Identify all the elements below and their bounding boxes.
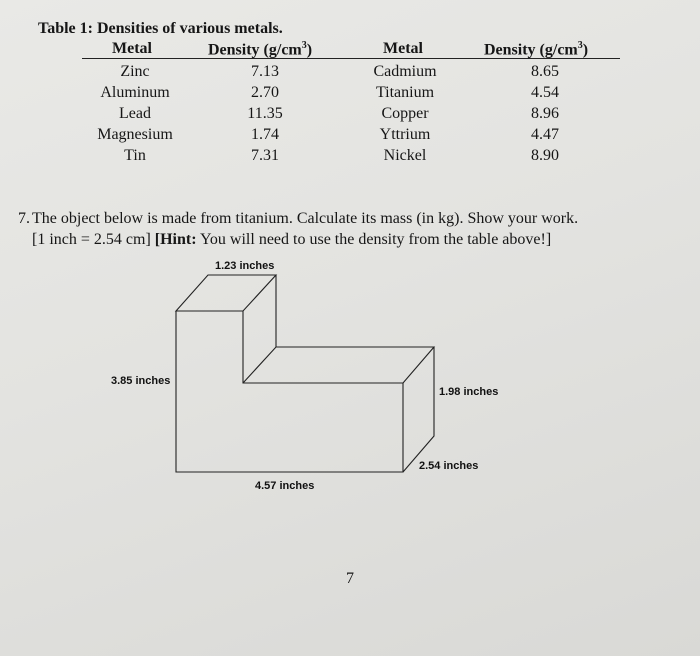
dimension-step-height: 1.98 inches: [439, 386, 499, 398]
table-cell: Copper: [381, 105, 429, 122]
header-metal-left: Metal: [112, 40, 152, 57]
table-cell: Yttrium: [379, 126, 431, 143]
step-top-face: [243, 347, 434, 383]
header-metal-right: Metal: [383, 40, 423, 57]
table-cell: 7.31: [251, 147, 279, 164]
table-cell: 11.35: [247, 105, 283, 122]
table-title: Table 1: Densities of various metals.: [38, 20, 283, 37]
table-cell: 1.74: [251, 126, 279, 143]
hint-label: [Hint:: [154, 231, 197, 248]
table-cell: Titanium: [375, 84, 435, 101]
question-text-line1: The object below is made from titanium. Calculate its mass (in kg). Show your work.: [32, 210, 579, 227]
page-number: 7: [346, 570, 354, 587]
table-cell: 4.54: [531, 84, 559, 101]
dimension-top-width: 1.23 inches: [215, 260, 275, 272]
table-cell: 7.13: [251, 63, 279, 80]
table-cell: Tin: [124, 147, 146, 164]
table-cell: Lead: [119, 105, 151, 122]
table-cell: 8.96: [531, 105, 559, 122]
front-face: [176, 311, 403, 472]
dimension-length: 4.57 inches: [255, 480, 315, 492]
table-cell: 8.90: [531, 147, 559, 164]
table-cell: Cadmium: [373, 63, 437, 80]
table-cell: Zinc: [120, 63, 150, 80]
table-cell: Nickel: [383, 147, 427, 164]
table-cell: 8.65: [531, 63, 559, 80]
table-cell: 4.47: [531, 126, 559, 143]
dimension-depth: 2.54 inches: [419, 460, 479, 472]
question-text-line2: [1 inch = 2.54 cm] [Hint: You will need to use the density from the table above!]: [32, 231, 552, 248]
table-cell: 2.70: [251, 84, 279, 101]
header-density-left: Density $(g/cm^3)$: [208, 40, 313, 59]
table-cell: Aluminum: [100, 84, 170, 101]
header-density-right: Density $(g/cm^3)$: [484, 40, 589, 59]
dimension-height: 3.85 inches: [111, 375, 171, 387]
question-number: 7.: [18, 210, 30, 227]
top-face-tall: [176, 275, 276, 311]
table-cell: Magnesium: [97, 126, 173, 143]
